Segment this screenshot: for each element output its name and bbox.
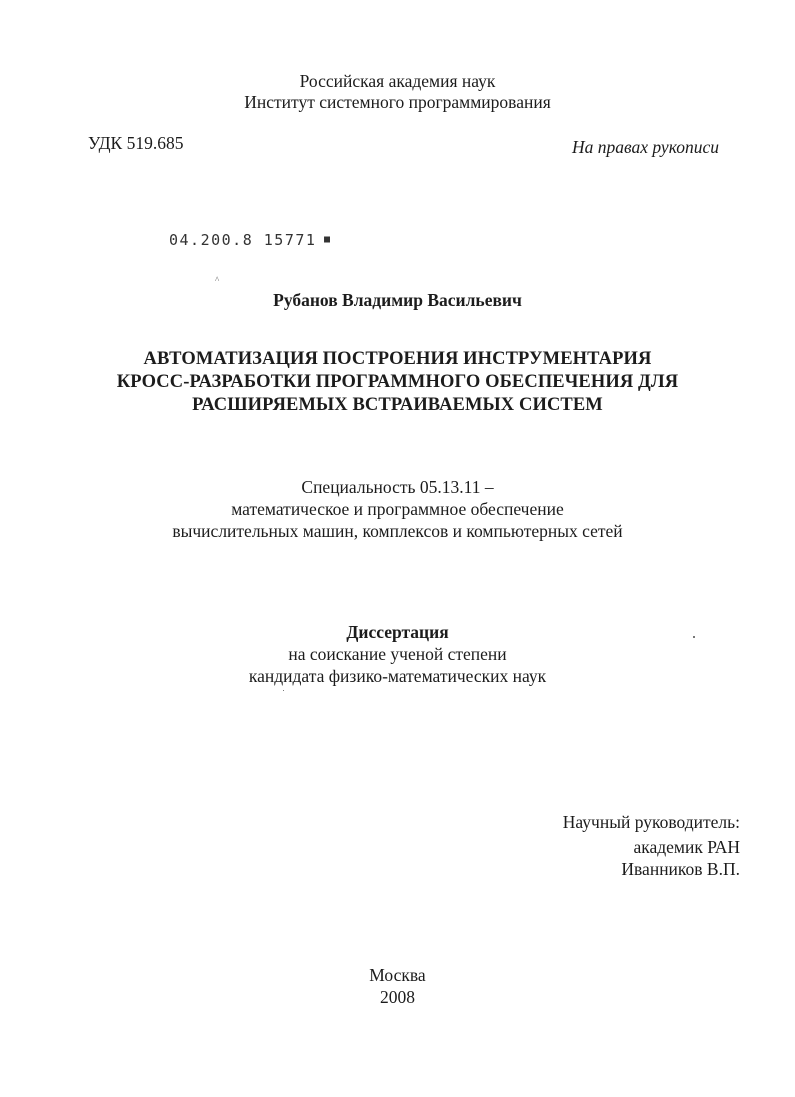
title-line: АВТОМАТИЗАЦИЯ ПОСТРОЕНИЯ ИНСТРУМЕНТАРИЯ bbox=[143, 349, 652, 369]
dissertation-label: Диссертация bbox=[346, 622, 449, 642]
organization-name: Российская академия наук bbox=[299, 71, 496, 91]
stamp-mark-icon: ■ bbox=[316, 234, 332, 245]
city: Москва bbox=[369, 965, 426, 985]
specialty-line: Специальность 05.13.11 – bbox=[301, 477, 494, 497]
advisor-block bbox=[563, 811, 740, 880]
thesis-title bbox=[0, 348, 795, 417]
advisor-label: Научный руководитель: bbox=[562, 812, 740, 832]
stamp-number: 04.200.8 15771 bbox=[169, 231, 317, 249]
udk-code: УДК 519.685 bbox=[88, 133, 184, 153]
author-name: Рубанов Владимир Васильевич bbox=[273, 290, 522, 310]
specialty-line: вычислительных машин, комплексов и компьютерных сетей bbox=[172, 521, 623, 541]
scan-speck bbox=[693, 636, 695, 638]
dissertation-block bbox=[0, 621, 795, 687]
degree-line: кандидата физико-математических наук bbox=[248, 666, 547, 686]
institute-name: Институт системного программирования bbox=[244, 92, 551, 112]
title-line: КРОСС-РАЗРАБОТКИ ПРОГРАММНОГО ОБЕСПЕЧЕНИЯ ДЛЯ bbox=[116, 372, 679, 392]
scan-speck bbox=[283, 690, 284, 691]
library-stamp bbox=[169, 231, 331, 249]
scan-mark-icon: ^ bbox=[215, 275, 220, 285]
degree-line: на соискание ученой степени bbox=[288, 644, 507, 664]
advisor-title: академик РАН bbox=[633, 837, 740, 857]
year: 2008 bbox=[380, 987, 415, 1007]
specialty-line: математическое и программное обеспечение bbox=[231, 499, 564, 519]
advisor-name: Иванников В.П. bbox=[621, 859, 740, 879]
title-line: РАСШИРЯЕМЫХ ВСТРАИВАЕМЫХ СИСТЕМ bbox=[192, 395, 603, 415]
specialty bbox=[0, 476, 795, 542]
manuscript-note: На правах рукописи bbox=[572, 137, 719, 157]
